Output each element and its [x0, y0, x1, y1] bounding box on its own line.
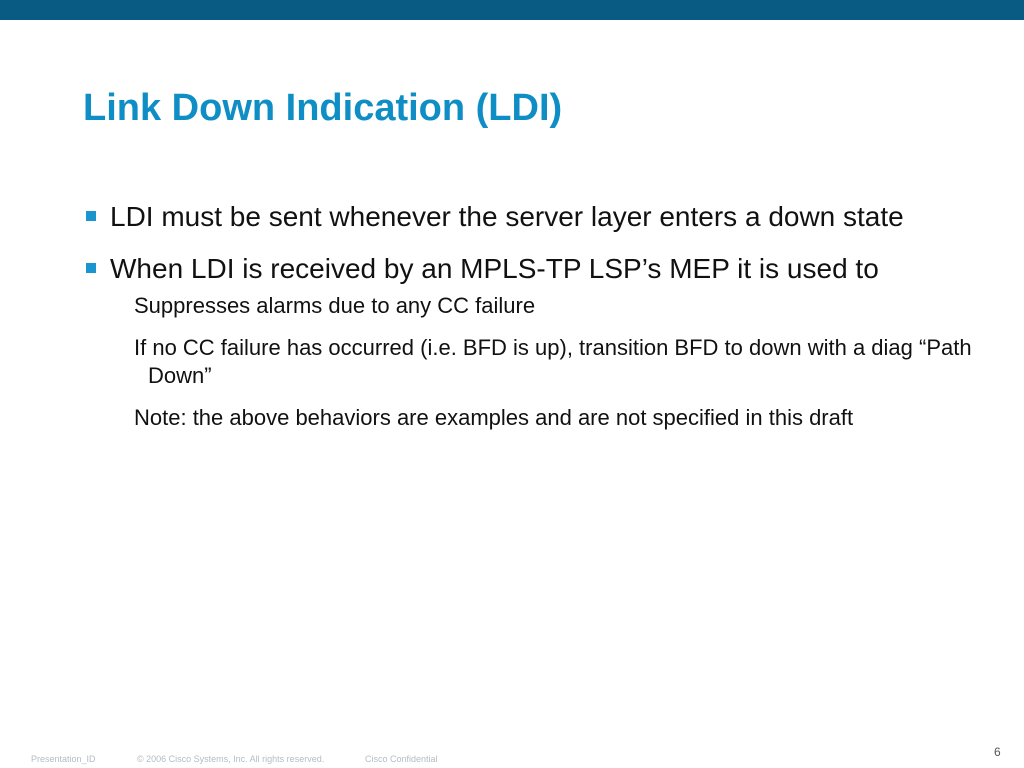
slide-content: [84, 200, 984, 446]
sub-bullet-item: If no CC failure has occurred (i.e. BFD is up), transition BFD to down with a diag “Path Down”: [134, 335, 972, 388]
square-bullet-icon: [86, 211, 96, 221]
copyright-notice: © 2006 Cisco Systems, Inc. All rights reserved.: [137, 754, 325, 764]
confidential-label: Cisco Confidential: [365, 754, 438, 764]
presentation-id: Presentation_ID: [31, 754, 96, 764]
page-number: 6: [994, 745, 1001, 759]
bullet-item: [84, 252, 984, 286]
top-banner: [0, 0, 1024, 20]
slide-title: Link Down Indication (LDI): [83, 87, 563, 129]
slide-footer: [31, 754, 438, 764]
bullet-item: [84, 200, 984, 234]
sub-bullet-list: [84, 292, 984, 432]
bullet-text: LDI must be sent whenever the server layer enters a down state: [110, 201, 904, 232]
bullet-text: When LDI is received by an MPLS-TP LSP’s MEP it is used to: [110, 253, 879, 284]
sub-bullet-item: Note: the above behaviors are examples and are not specified in this draft: [134, 405, 854, 430]
sub-bullet-item: Suppresses alarms due to any CC failure: [134, 293, 536, 318]
square-bullet-icon: [86, 263, 96, 273]
